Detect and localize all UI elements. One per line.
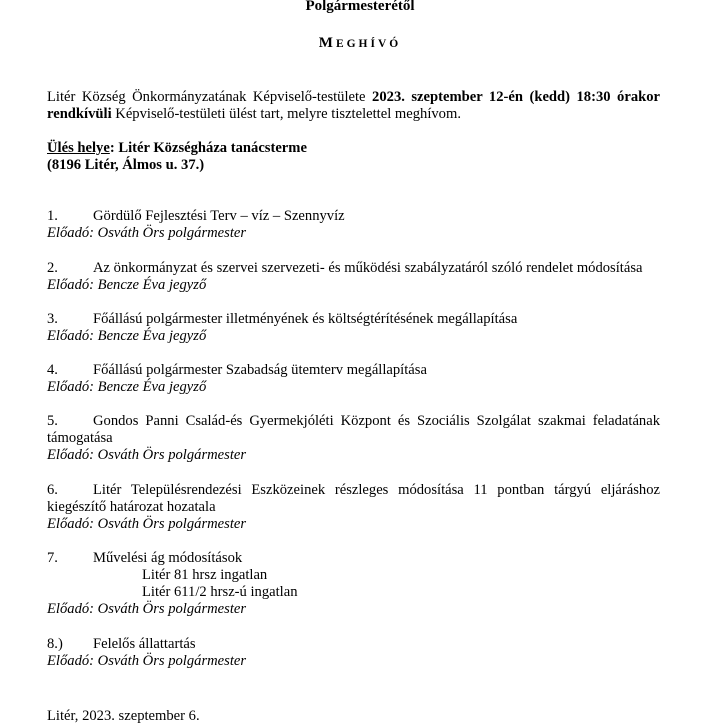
venue-address: (8196 Litér, Álmos u. 37.) [47, 157, 205, 173]
agenda-number: 1. [47, 208, 58, 224]
agenda-presenter: Előadó: Osváth Örs polgármester [47, 653, 247, 669]
agenda-title: Gördülő Fejlesztési Terv – víz – Szennyvíz [93, 208, 345, 224]
agenda-presenter: Előadó: Osváth Örs polgármester [47, 516, 247, 532]
agenda-title: Főállású polgármester Szabadság ütemterv megállapítása [93, 362, 427, 378]
agenda-item-2 [47, 260, 660, 294]
agenda-subitem: Litér 81 hrsz ingatlan [142, 567, 268, 583]
agenda-presenter: Előadó: Osváth Örs polgármester [47, 225, 247, 241]
agenda-item-8 [47, 636, 660, 670]
agenda-item-6 [47, 482, 660, 533]
agenda-presenter: Előadó: Bencze Éva jegyző [47, 328, 207, 344]
agenda-presenter: Előadó: Osváth Örs polgármester [47, 447, 247, 463]
agenda-subitem: Litér 611/2 hrsz-ú ingatlan [142, 584, 298, 600]
agenda-title: Az önkormányzat és szervei szervezeti- és működési szabályzatáról szóló rendelet módosítása [93, 260, 643, 276]
agenda-item-5 [47, 413, 660, 464]
agenda-title-cont: támogatása [47, 430, 113, 446]
intro-paragraph [47, 89, 660, 123]
venue-block [47, 140, 660, 174]
agenda-number: 4. [47, 362, 58, 378]
venue-place: Litér Községháza tanácsterme [118, 140, 307, 156]
title-rest: EGHÍVÓ [335, 38, 402, 50]
agenda-number: 8.) [47, 636, 63, 652]
agenda-number: 5. [47, 413, 58, 429]
intro-text-2: Képviselő-testületi ülést tart, melyre tisztelettel meghívom. [111, 106, 461, 122]
document-header: Polgármesterétől [305, 0, 415, 14]
agenda-number: 6. [47, 482, 58, 498]
agenda-item-3 [47, 311, 660, 345]
intro-text-1: Litér Község Önkormányzatának Képviselő-testülete [47, 89, 373, 105]
intro-date: 2023. szeptember 12-én (kedd) 18:30 órakor rendkívüli [47, 89, 661, 122]
agenda-title: Litér Településrendezési Eszközeinek részleges módosítása 11 pontban tárgyú eljáráshoz [93, 482, 660, 498]
agenda-title: Főállású polgármester illetményének és költségtérítésének megállapítása [93, 311, 518, 327]
place-date: Litér, 2023. szeptember 6. [47, 708, 200, 724]
agenda-presenter: Előadó: Bencze Éva jegyző [47, 277, 207, 293]
agenda-item-4 [47, 362, 660, 396]
agenda-presenter: Előadó: Osváth Örs polgármester [47, 601, 247, 617]
agenda-title: Művelési ág módosítások [93, 550, 243, 566]
title-initial: M [318, 35, 336, 51]
agenda-item-1 [47, 208, 660, 242]
agenda-title: Felelős állattartás [93, 636, 196, 652]
agenda-title: Gondos Panni Család-és Gyermekjóléti Központ és Szociális Szolgálat szakmai feladatának [93, 413, 660, 429]
agenda-presenter: Előadó: Bencze Éva jegyző [47, 379, 207, 395]
agenda-number: 2. [47, 260, 58, 276]
agenda-number: 3. [47, 311, 58, 327]
agenda-title-cont: kiegészítő határozat hozatala [47, 499, 216, 515]
venue-colon: : [109, 140, 119, 156]
agenda-item-7 [47, 550, 660, 618]
document-title [0, 35, 720, 52]
agenda-number: 7. [47, 550, 58, 566]
venue-label: Ülés helye [47, 140, 110, 156]
